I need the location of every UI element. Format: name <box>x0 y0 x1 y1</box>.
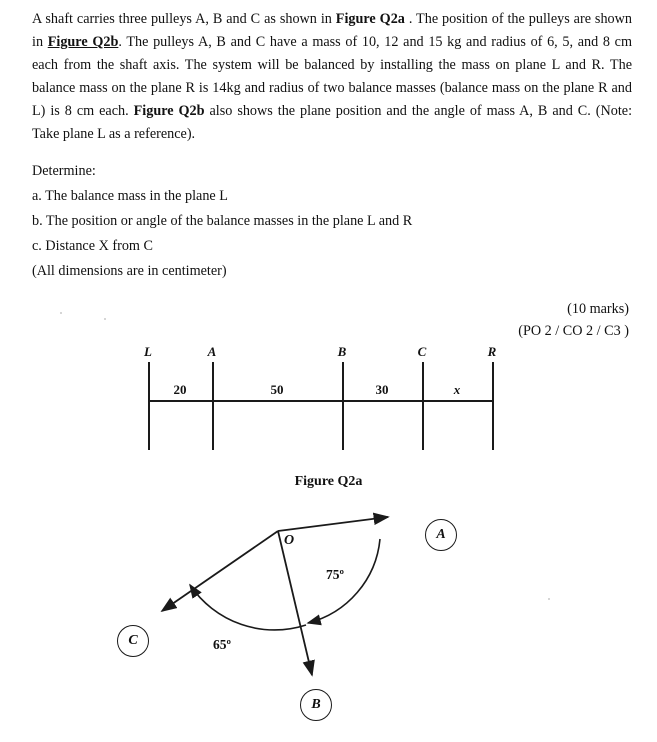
q-text-seg-3: Figure Q2b <box>47 34 119 50</box>
figure-q2a-caption: Figure Q2a <box>294 474 363 489</box>
origin-label: O <box>284 533 295 548</box>
question-item-a: a. The balance mass in the plane L <box>32 188 228 204</box>
plane-line-c <box>422 362 424 450</box>
mass-label-b: B <box>300 689 332 721</box>
figure-q2b <box>100 505 560 740</box>
q-text-seg-6: also shows the plane position and the angle of mass A, B and C. (Note: Take plane L as a reference). <box>32 103 633 142</box>
plane-label-a: A <box>207 344 217 359</box>
marks-block <box>518 298 629 342</box>
plane-label-r: R <box>487 344 497 359</box>
q-text-seg-1: Figure Q2a <box>335 11 405 27</box>
plane-line-a <box>212 362 214 450</box>
angle-label-65: 65º <box>213 637 231 652</box>
vector-line-a <box>278 517 388 531</box>
marks-value: (10 marks) <box>567 301 629 317</box>
q-text-seg-4: . The pulleys A, B and C have a mass of 10, 12 and 15 kg and radius of 6, 5, and 8 cm each from the shaft axis. The system will be balanced by installing the mass on plane L and R. The balance mass on the plane R is 14kg and radius of two balance masses (balance mass on the plane R and L) is 8 cm each. <box>32 34 632 119</box>
shaft-axis-line <box>148 400 492 402</box>
outcome-code: (PO 2 / CO 2 / C3 ) <box>518 323 629 339</box>
plane-label-b: B <box>337 344 347 359</box>
question-paragraph <box>32 8 632 147</box>
plane-line-b <box>342 362 344 450</box>
q-text-seg-2: . The position of the pulleys are shown in <box>32 11 632 50</box>
dimension-label-x: x <box>453 382 461 397</box>
question-item-c: c. Distance X from C <box>32 238 153 254</box>
q-text-seg-5: Figure Q2b <box>133 103 205 119</box>
q-text-seg-0: A shaft carries three pulleys A, B and C as shown in <box>32 11 336 27</box>
vector-line-c <box>162 531 278 611</box>
angle-arc-65 <box>190 585 306 630</box>
dimension-label-50: 50 <box>270 382 284 397</box>
angle-label-75: 75º <box>326 567 344 582</box>
dimension-label-30: 30 <box>375 382 389 397</box>
plane-line-r <box>492 362 494 450</box>
dimension-label-20: 20 <box>173 382 187 397</box>
question-units-note: (All dimensions are in centimeter) <box>32 263 227 279</box>
mass-label-c: C <box>117 625 149 657</box>
angle-arc-75 <box>308 539 380 623</box>
question-sub-items <box>32 160 632 285</box>
mass-label-a: A <box>425 519 457 551</box>
determine-label: Determine: <box>32 163 96 179</box>
figure-q2a <box>120 344 520 468</box>
question-item-b: b. The position or angle of the balance masses in the plane L and R <box>32 213 413 229</box>
plane-label-l: L <box>144 344 152 359</box>
plane-line-l <box>148 362 150 450</box>
plane-label-c: C <box>417 344 427 359</box>
vector-line-b <box>278 531 312 675</box>
